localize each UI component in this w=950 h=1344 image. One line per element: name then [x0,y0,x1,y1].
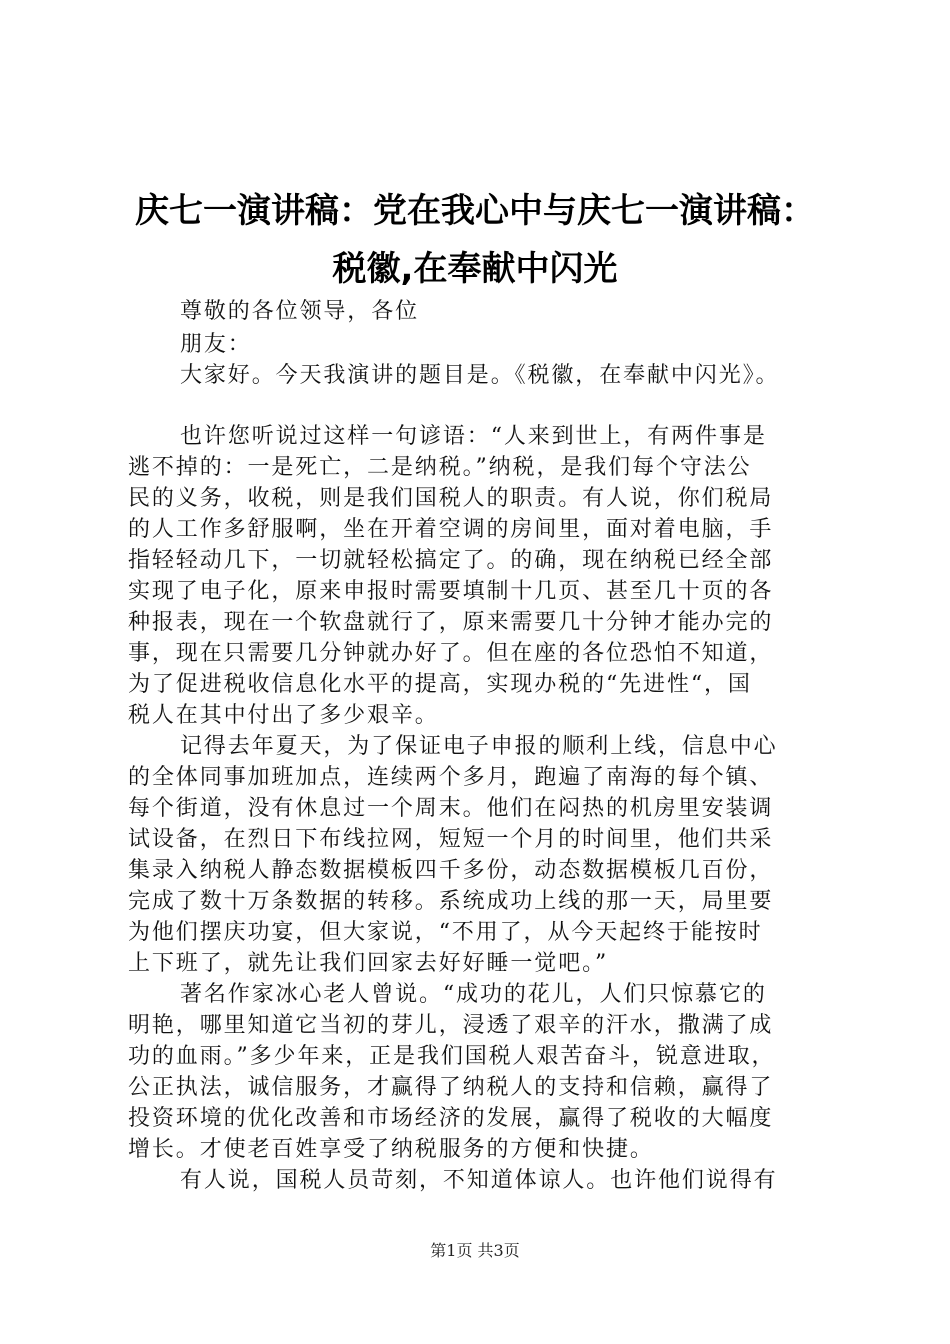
paragraph-4-line: 有人说，国税人员苛刻，不知道体谅人。也许他们说得有 [180,1168,778,1193]
paragraph-1-line: 也许您听说过这样一句谚语：“人来到世上，有两件事是 [180,424,767,449]
paragraph-2-line: 集录入纳税人静态数据模板四千多份，动态数据模板几百份， [128,858,774,883]
document-title-line-2: 税徽,在奉献中闪光 [332,249,618,289]
paragraph-1-line: 为了促进税收信息化水平的提高，实现办税的“先进性“，国 [128,672,752,697]
intro-line: 大家好。今天我演讲的题目是。《税徽，在奉献中闪光》。 [180,363,780,388]
paragraph-1-line: 实现了电子化，原来申报时需要填制十几页、甚至几十页的各 [128,579,774,604]
paragraph-2-line: 完成了数十万条数据的转移。系统成功上线的那一天，局里要 [128,889,774,914]
paragraph-2-line: 上下班了，就先让我们回家去好好睡一觉吧。” [128,951,609,976]
greeting-line-2: 朋友： [180,332,252,357]
paragraph-1-line: 逃不掉的：一是死亡，二是纳税。”纳税，是我们每个守法公 [128,455,752,480]
paragraph-2-line: 的全体同事加班加点，连续两个多月，跑遍了南海的每个镇、 [128,765,774,790]
paragraph-1-line: 指轻轻动几下，一切就轻松搞定了。的确，现在纳税已经全部 [128,548,774,573]
paragraph-3-line: 公正执法，诚信服务，才赢得了纳税人的支持和信赖，赢得了 [128,1075,774,1100]
paragraph-2-line: 记得去年夏天，为了保证电子申报的顺利上线，信息中心 [180,734,778,759]
paragraph-1-line: 的人工作多舒服啊，坐在开着空调的房间里，面对着电脑，手 [128,517,774,542]
paragraph-3-line: 明艳，哪里知道它当初的芽儿，浸透了艰辛的汗水，撒满了成 [128,1013,774,1038]
page-footer: 第1页 共3页 [430,1241,520,1260]
document-title-line-1: 庆七一演讲稿：党在我心中与庆七一演讲稿： [135,191,815,231]
greeting-line-1: 尊敬的各位领导，各位 [180,299,420,324]
paragraph-1-line: 事，现在只需要几分钟就办好了。但在座的各位恐怕不知道， [128,641,774,666]
paragraph-2-line: 为他们摆庆功宴，但大家说，“不用了，从今天起终于能按时 [128,920,763,945]
paragraph-1-line: 民的义务，收税，则是我们国税人的职责。有人说，你们税局 [128,486,774,511]
paragraph-1-line: 税人在其中付出了多少艰辛。 [128,703,439,728]
paragraph-3-line: 增长。才使老百姓享受了纳税服务的方便和快捷。 [128,1137,654,1162]
paragraph-2-line: 试设备，在烈日下布线拉网，短短一个月的时间里，他们共采 [128,827,774,852]
paragraph-3-line: 功的血雨。”多少年来，正是我们国税人艰苦奋斗，锐意进取， [128,1044,776,1069]
paragraph-2-line: 每个街道，没有休息过一个周末。他们在闷热的机房里安装调 [128,796,774,821]
paragraph-3-line: 著名作家冰心老人曾说。“成功的花儿，人们只惊慕它的 [180,982,767,1007]
paragraph-3-line: 投资环境的优化改善和市场经济的发展，赢得了税收的大幅度 [128,1106,774,1131]
paragraph-1-line: 种报表，现在一个软盘就行了，原来需要几十分钟才能办完的 [128,610,774,635]
